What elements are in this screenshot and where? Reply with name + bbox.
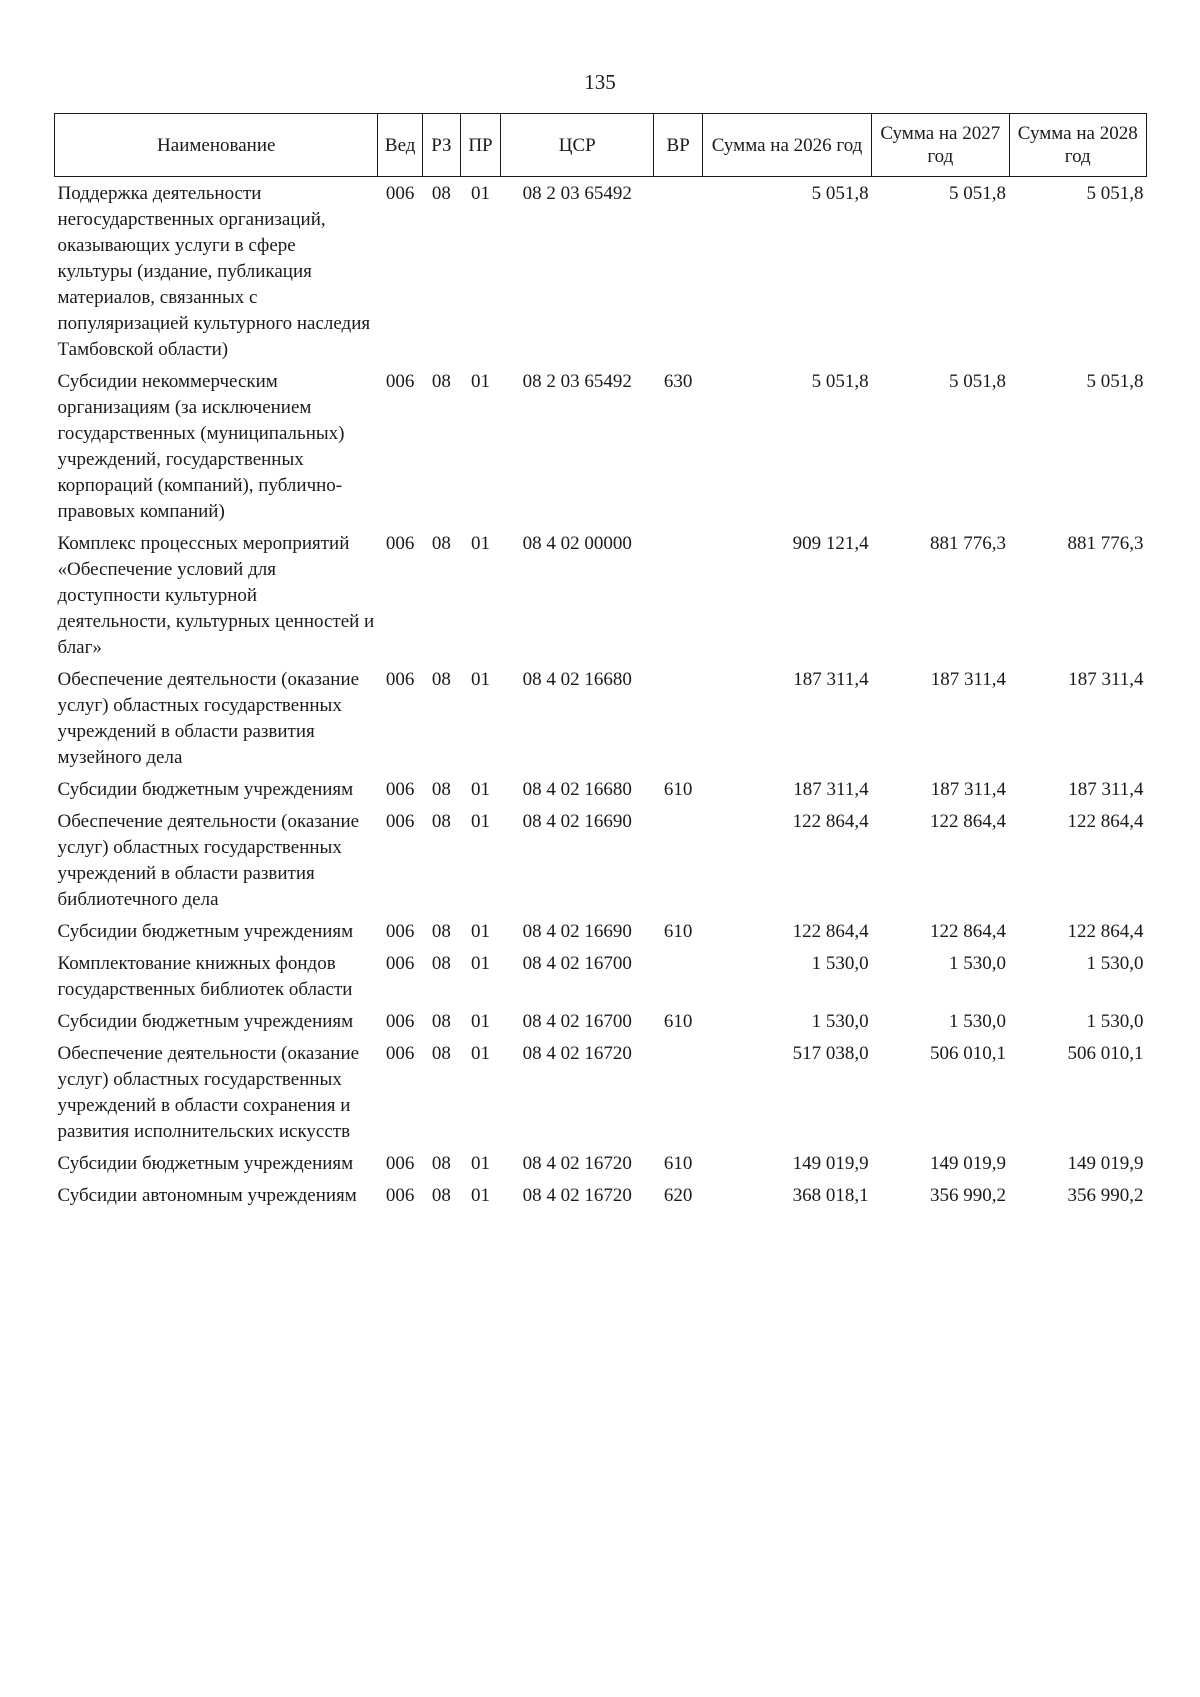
row-ved: 006 <box>385 953 415 974</box>
row-sum-2028: 5 051,8 <box>1086 183 1144 204</box>
row-vr <box>654 805 703 915</box>
row-pr: 01 <box>470 953 490 974</box>
row-csr: 08 4 02 00000 <box>522 533 632 554</box>
row-sum-2026: 368 018,1 <box>792 1185 869 1206</box>
row-csr: 08 4 02 16720 <box>522 1043 632 1064</box>
row-csr: 08 4 02 16700 <box>522 953 632 974</box>
row-rz: 08 <box>431 1011 451 1032</box>
row-csr: 08 4 02 16690 <box>522 921 632 942</box>
row-ved: 006 <box>385 811 415 832</box>
row-sum-2026: 5 051,8 <box>811 183 869 204</box>
row-pr: 01 <box>470 669 490 690</box>
header-csr: ЦСР <box>501 114 654 177</box>
row-sum-2027: 149 019,9 <box>930 1153 1007 1174</box>
row-pr: 01 <box>470 183 490 204</box>
row-vr <box>654 947 703 1005</box>
row-pr: 01 <box>470 1043 490 1064</box>
row-vr: 620 <box>663 1185 693 1206</box>
table-body <box>55 177 1147 1212</box>
row-sum-2027: 506 010,1 <box>930 1043 1007 1064</box>
row-sum-2027: 122 864,4 <box>930 811 1007 832</box>
table-row <box>55 947 1147 1005</box>
row-sum-2027: 122 864,4 <box>930 921 1007 942</box>
row-pr: 01 <box>470 811 490 832</box>
table-row <box>55 1179 1147 1211</box>
row-ved: 006 <box>385 183 415 204</box>
table-row <box>55 805 1147 915</box>
row-sum-2026: 122 864,4 <box>792 921 869 942</box>
table-header-row <box>55 114 1147 177</box>
row-ved: 006 <box>385 669 415 690</box>
row-pr: 01 <box>470 1011 490 1032</box>
header-rz: РЗ <box>422 114 460 177</box>
row-sum-2026: 1 530,0 <box>811 1011 869 1032</box>
table-row <box>55 915 1147 947</box>
row-sum-2028: 187 311,4 <box>1068 669 1144 690</box>
row-pr: 01 <box>470 921 490 942</box>
row-sum-2028: 506 010,1 <box>1067 1043 1144 1064</box>
table-row <box>55 1037 1147 1147</box>
row-csr: 08 2 03 65492 <box>522 371 632 392</box>
table-row <box>55 177 1147 366</box>
row-name: Субсидии бюджетным учреждениям <box>57 921 354 942</box>
row-rz: 08 <box>431 183 451 204</box>
table-row <box>55 663 1147 773</box>
row-ved: 006 <box>385 779 415 800</box>
row-ved: 006 <box>385 1011 415 1032</box>
header-sum-2027: Сумма на 2027 год <box>872 114 1009 177</box>
row-ved: 006 <box>385 533 415 554</box>
row-rz: 08 <box>431 669 451 690</box>
row-vr <box>654 663 703 773</box>
row-sum-2028: 1 530,0 <box>1086 1011 1144 1032</box>
row-name: Комплекс процессных мероприятий «Обеспечение условий для доступности культурной деятельности, культурных ценностей и благ» <box>57 533 375 658</box>
row-name: Субсидии бюджетным учреждениям <box>57 1153 354 1174</box>
row-name: Субсидии бюджетным учреждениям <box>57 1011 354 1032</box>
header-name: Наименование <box>55 114 378 177</box>
row-sum-2026: 149 019,9 <box>792 1153 869 1174</box>
header-vr: ВР <box>654 114 703 177</box>
row-name: Обеспечение деятельности (оказание услуг) областных государственных учреждений в области развития музейного дела <box>57 669 360 768</box>
row-vr: 610 <box>663 779 693 800</box>
row-ved: 006 <box>385 371 415 392</box>
row-sum-2027: 187 311,4 <box>930 669 1007 690</box>
row-pr: 01 <box>470 371 490 392</box>
row-sum-2026: 5 051,8 <box>811 371 869 392</box>
row-sum-2027: 1 530,0 <box>949 1011 1007 1032</box>
row-sum-2026: 187 311,4 <box>793 779 869 800</box>
row-rz: 08 <box>431 1043 451 1064</box>
budget-table <box>54 113 1147 1211</box>
header-ved: Вед <box>378 114 422 177</box>
row-csr: 08 4 02 16690 <box>522 811 632 832</box>
table-row <box>55 773 1147 805</box>
row-rz: 08 <box>431 1153 451 1174</box>
row-rz: 08 <box>431 921 451 942</box>
row-rz: 08 <box>431 811 451 832</box>
row-sum-2026: 517 038,0 <box>792 1043 869 1064</box>
header-sum-2026: Сумма на 2026 год <box>702 114 871 177</box>
row-sum-2026: 1 530,0 <box>811 953 869 974</box>
row-sum-2028: 149 019,9 <box>1067 1153 1144 1174</box>
row-ved: 006 <box>385 1153 415 1174</box>
row-vr: 610 <box>663 1153 693 1174</box>
row-ved: 006 <box>385 1185 415 1206</box>
row-csr: 08 4 02 16720 <box>522 1153 632 1174</box>
row-rz: 08 <box>431 953 451 974</box>
row-csr: 08 2 03 65492 <box>522 183 632 204</box>
row-sum-2028: 881 776,3 <box>1067 533 1144 554</box>
row-sum-2027: 356 990,2 <box>930 1185 1007 1206</box>
row-ved: 006 <box>385 921 415 942</box>
row-rz: 08 <box>431 779 451 800</box>
header-sum-2028: Сумма на 2028 год <box>1009 114 1146 177</box>
row-vr <box>654 527 703 663</box>
row-sum-2028: 5 051,8 <box>1086 371 1144 392</box>
row-sum-2028: 187 311,4 <box>1068 779 1144 800</box>
row-sum-2028: 1 530,0 <box>1086 953 1144 974</box>
row-sum-2026: 909 121,4 <box>792 533 869 554</box>
row-vr: 610 <box>663 1011 693 1032</box>
row-rz: 08 <box>431 533 451 554</box>
row-name: Комплектование книжных фондов государственных библиотек области <box>57 953 353 1000</box>
row-name: Субсидии некоммерческим организациям (за исключением государственных (муниципальных) учреждений, государственных корпораций (компаний), публично-правовых компаний) <box>57 371 345 522</box>
row-vr <box>654 1037 703 1147</box>
table-row <box>55 1005 1147 1037</box>
row-vr: 610 <box>663 921 693 942</box>
row-ved: 006 <box>385 1043 415 1064</box>
row-sum-2027: 5 051,8 <box>949 183 1007 204</box>
table-row <box>55 1147 1147 1179</box>
row-sum-2028: 356 990,2 <box>1067 1185 1144 1206</box>
row-pr: 01 <box>470 1153 490 1174</box>
row-pr: 01 <box>470 1185 490 1206</box>
row-sum-2028: 122 864,4 <box>1067 921 1144 942</box>
row-csr: 08 4 02 16720 <box>522 1185 632 1206</box>
table-row <box>55 365 1147 527</box>
row-pr: 01 <box>470 533 490 554</box>
row-sum-2026: 187 311,4 <box>793 669 869 690</box>
header-pr: ПР <box>460 114 500 177</box>
table-row <box>55 527 1147 663</box>
row-rz: 08 <box>431 1185 451 1206</box>
row-vr: 630 <box>663 371 693 392</box>
row-name: Обеспечение деятельности (оказание услуг) областных государственных учреждений в области сохранения и развития исполнительских искусств <box>57 1043 360 1142</box>
row-sum-2027: 5 051,8 <box>949 371 1007 392</box>
row-csr: 08 4 02 16680 <box>522 669 632 690</box>
row-name: Субсидии автономным учреждениям <box>57 1185 357 1206</box>
row-sum-2027: 1 530,0 <box>949 953 1007 974</box>
row-sum-2027: 187 311,4 <box>930 779 1007 800</box>
row-csr: 08 4 02 16680 <box>522 779 632 800</box>
row-name: Обеспечение деятельности (оказание услуг) областных государственных учреждений в области развития библиотечного дела <box>57 811 360 910</box>
row-sum-2027: 881 776,3 <box>930 533 1007 554</box>
row-sum-2026: 122 864,4 <box>792 811 869 832</box>
row-vr <box>654 177 703 366</box>
row-csr: 08 4 02 16700 <box>522 1011 632 1032</box>
page-number: 135 <box>584 70 616 94</box>
row-sum-2028: 122 864,4 <box>1067 811 1144 832</box>
row-rz: 08 <box>431 371 451 392</box>
row-pr: 01 <box>470 779 490 800</box>
row-name: Поддержка деятельности негосударственных организаций, оказывающих услуги в сфере культуры (издание, публикация материалов, связанных с популяризацией культурного наследия Тамбовской области) <box>57 183 371 360</box>
row-name: Субсидии бюджетным учреждениям <box>57 779 354 800</box>
